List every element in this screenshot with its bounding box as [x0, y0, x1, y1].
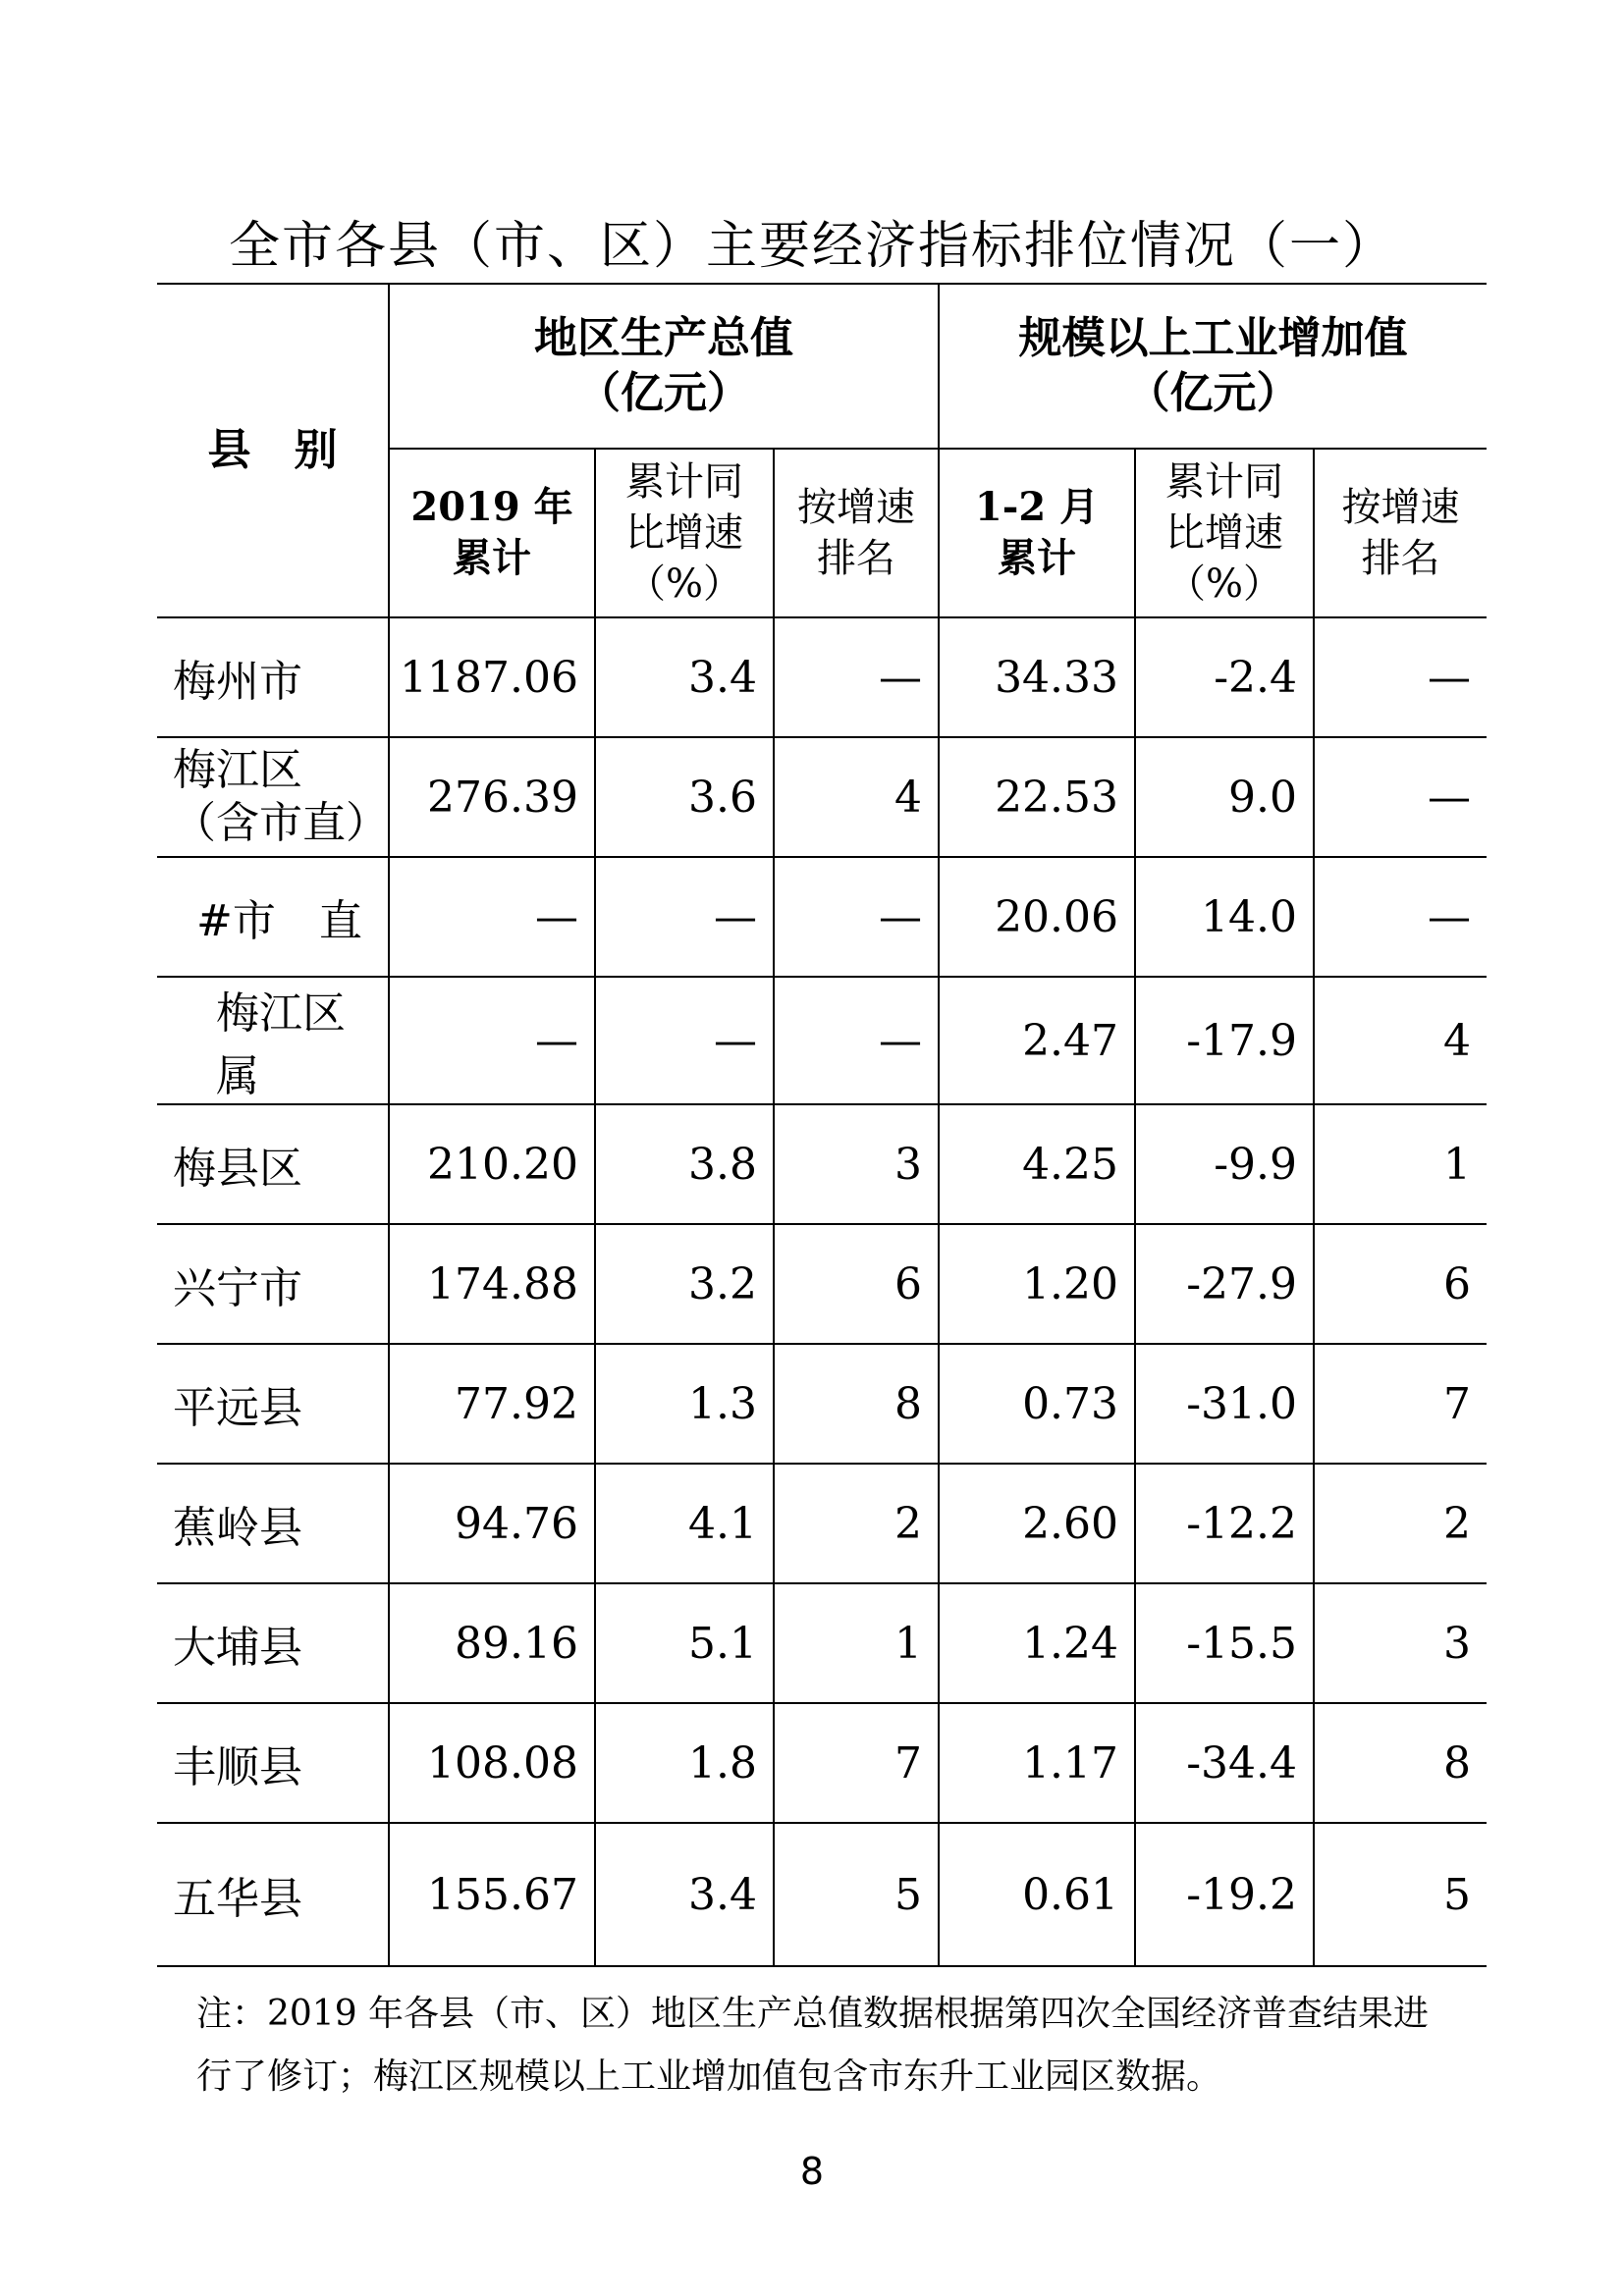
gdp-total-cell: 94.76 [389, 1464, 595, 1583]
gdp-total-cell: 89.16 [389, 1583, 595, 1703]
gdp-growth-cell: 4.1 [595, 1464, 774, 1583]
gdp-total-cell: — [389, 857, 595, 977]
gdp-rank-cell: 5 [774, 1823, 939, 1966]
gdp-growth-cell: 3.8 [595, 1104, 774, 1224]
gdp-group-header [389, 284, 939, 449]
county-name: 梅县区 [157, 1104, 389, 1224]
table-row [157, 1344, 1487, 1464]
gdp-rank-cell: — [774, 617, 939, 737]
gdp-rank-cell: — [774, 977, 939, 1104]
gdp-rank-cell: 4 [774, 737, 939, 857]
county-name: 五华县 [157, 1823, 389, 1966]
industry-growth-cell: -2.4 [1135, 617, 1314, 737]
industry-total-cell: 34.33 [939, 617, 1135, 737]
table-row [157, 1823, 1487, 1966]
page-number: 8 [799, 2150, 825, 2193]
gdp-growth-cell: 3.2 [595, 1224, 774, 1344]
gdp-growth-cell: 3.4 [595, 1823, 774, 1966]
industry-total-cell: 1.24 [939, 1583, 1135, 1703]
industry-rank-cell: — [1314, 857, 1487, 977]
industry-growth-header [1135, 449, 1314, 617]
county-name: 兴宁市 [157, 1224, 389, 1344]
gdp-rank-cell: 3 [774, 1104, 939, 1224]
gdp-growth-cell: 1.3 [595, 1344, 774, 1464]
county-name: 丰顺县 [157, 1703, 389, 1823]
industry-total-cell: 1.20 [939, 1224, 1135, 1344]
gdp-rank-cell: — [774, 857, 939, 977]
industry-rank-cell: — [1314, 617, 1487, 737]
industry-growth-cell: -34.4 [1135, 1703, 1314, 1823]
gdp-total-cell: 1187.06 [389, 617, 595, 737]
county-name: #市 直 [157, 857, 389, 977]
gdp-total-cell: 210.20 [389, 1104, 595, 1224]
industry-total-cell: 1.17 [939, 1703, 1135, 1823]
gdp-growth-header [595, 449, 774, 617]
page-title: 全市各县（市、区）主要经济指标排位情况（一） [228, 217, 1395, 276]
county-header-label: 县 别 [207, 425, 338, 475]
gdp-growth-cell: 1.8 [595, 1703, 774, 1823]
gdp-rank-cell: 7 [774, 1703, 939, 1823]
table-row [157, 737, 1487, 857]
gdp-growth-cell: — [595, 977, 774, 1104]
industry-total-cell: 0.61 [939, 1823, 1135, 1966]
industry-growth-cell: -12.2 [1135, 1464, 1314, 1583]
industry-rank-cell: 4 [1314, 977, 1487, 1104]
gdp-total-cell: 276.39 [389, 737, 595, 857]
industry-rank-header [1314, 449, 1487, 617]
gdp-group-label: 地区生产总值 （亿元） [534, 313, 794, 418]
industry-rank-cell: 7 [1314, 1344, 1487, 1464]
table-row [157, 617, 1487, 737]
industry-growth-cell: 9.0 [1135, 737, 1314, 857]
indicator-table [157, 283, 1487, 1967]
industry-rank-cell: 3 [1314, 1583, 1487, 1703]
industry-rank-cell: — [1314, 737, 1487, 857]
table-row [157, 1224, 1487, 1344]
gdp-rank-header-label: 按增速 排名 [797, 485, 916, 581]
industry-group-header [939, 284, 1487, 449]
table-row [157, 857, 1487, 977]
gdp-growth-cell: 3.4 [595, 617, 774, 737]
table-row [157, 977, 1487, 1104]
industry-growth-header-label: 累计同 比增速 （%） [1165, 459, 1284, 607]
county-name: 梅江区 （含市直） [157, 737, 389, 857]
county-name: 蕉岭县 [157, 1464, 389, 1583]
industry-growth-cell: -9.9 [1135, 1104, 1314, 1224]
gdp-rank-cell: 8 [774, 1344, 939, 1464]
industry-growth-cell: 14.0 [1135, 857, 1314, 977]
industry-total-header [939, 449, 1135, 617]
industry-total-cell: 20.06 [939, 857, 1135, 977]
industry-total-cell: 0.73 [939, 1344, 1135, 1464]
gdp-total-cell: — [389, 977, 595, 1104]
industry-growth-cell: -15.5 [1135, 1583, 1314, 1703]
industry-total-cell: 22.53 [939, 737, 1135, 857]
county-name: 平远县 [157, 1344, 389, 1464]
gdp-rank-cell: 1 [774, 1583, 939, 1703]
gdp-total-cell: 174.88 [389, 1224, 595, 1344]
industry-growth-cell: -17.9 [1135, 977, 1314, 1104]
table-row [157, 1703, 1487, 1823]
gdp-growth-cell: — [595, 857, 774, 977]
industry-rank-cell: 6 [1314, 1224, 1487, 1344]
industry-total-cell: 4.25 [939, 1104, 1135, 1224]
gdp-total-header-label: 2019 年 累计 [410, 484, 573, 581]
table-row [157, 1464, 1487, 1583]
industry-rank-cell: 5 [1314, 1823, 1487, 1966]
county-header [157, 284, 389, 617]
industry-total-cell: 2.60 [939, 1464, 1135, 1583]
industry-growth-cell: -27.9 [1135, 1224, 1314, 1344]
table-row [157, 1104, 1487, 1224]
industry-growth-cell: -31.0 [1135, 1344, 1314, 1464]
county-name: 梅江区属 [157, 977, 389, 1104]
gdp-total-header [389, 449, 595, 617]
gdp-total-cell: 155.67 [389, 1823, 595, 1966]
footnote: 注：2019 年各县（市、区）地区生产总值数据根据第四次全国经济普查结果进行了修订；梅江区规模以上工业增加值包含市东升工业园区数据。 [196, 1994, 1430, 2097]
industry-rank-cell: 2 [1314, 1464, 1487, 1583]
county-name: 大埔县 [157, 1583, 389, 1703]
table-row [157, 1583, 1487, 1703]
gdp-total-cell: 108.08 [389, 1703, 595, 1823]
gdp-rank-cell: 2 [774, 1464, 939, 1583]
gdp-growth-cell: 3.6 [595, 737, 774, 857]
county-name: 梅州市 [157, 617, 389, 737]
gdp-rank-cell: 6 [774, 1224, 939, 1344]
industry-group-label: 规模以上工业增加值 （亿元） [1018, 313, 1408, 418]
industry-rank-cell: 1 [1314, 1104, 1487, 1224]
industry-growth-cell: -19.2 [1135, 1823, 1314, 1966]
industry-total-cell: 2.47 [939, 977, 1135, 1104]
gdp-total-cell: 77.92 [389, 1344, 595, 1464]
industry-rank-cell: 8 [1314, 1703, 1487, 1823]
gdp-rank-header [774, 449, 939, 617]
gdp-growth-cell: 5.1 [595, 1583, 774, 1703]
industry-total-header-label: 1-2 月 累计 [974, 484, 1100, 581]
gdp-growth-header-label: 累计同 比增速 （%） [625, 459, 743, 607]
industry-rank-header-label: 按增速 排名 [1341, 485, 1460, 581]
